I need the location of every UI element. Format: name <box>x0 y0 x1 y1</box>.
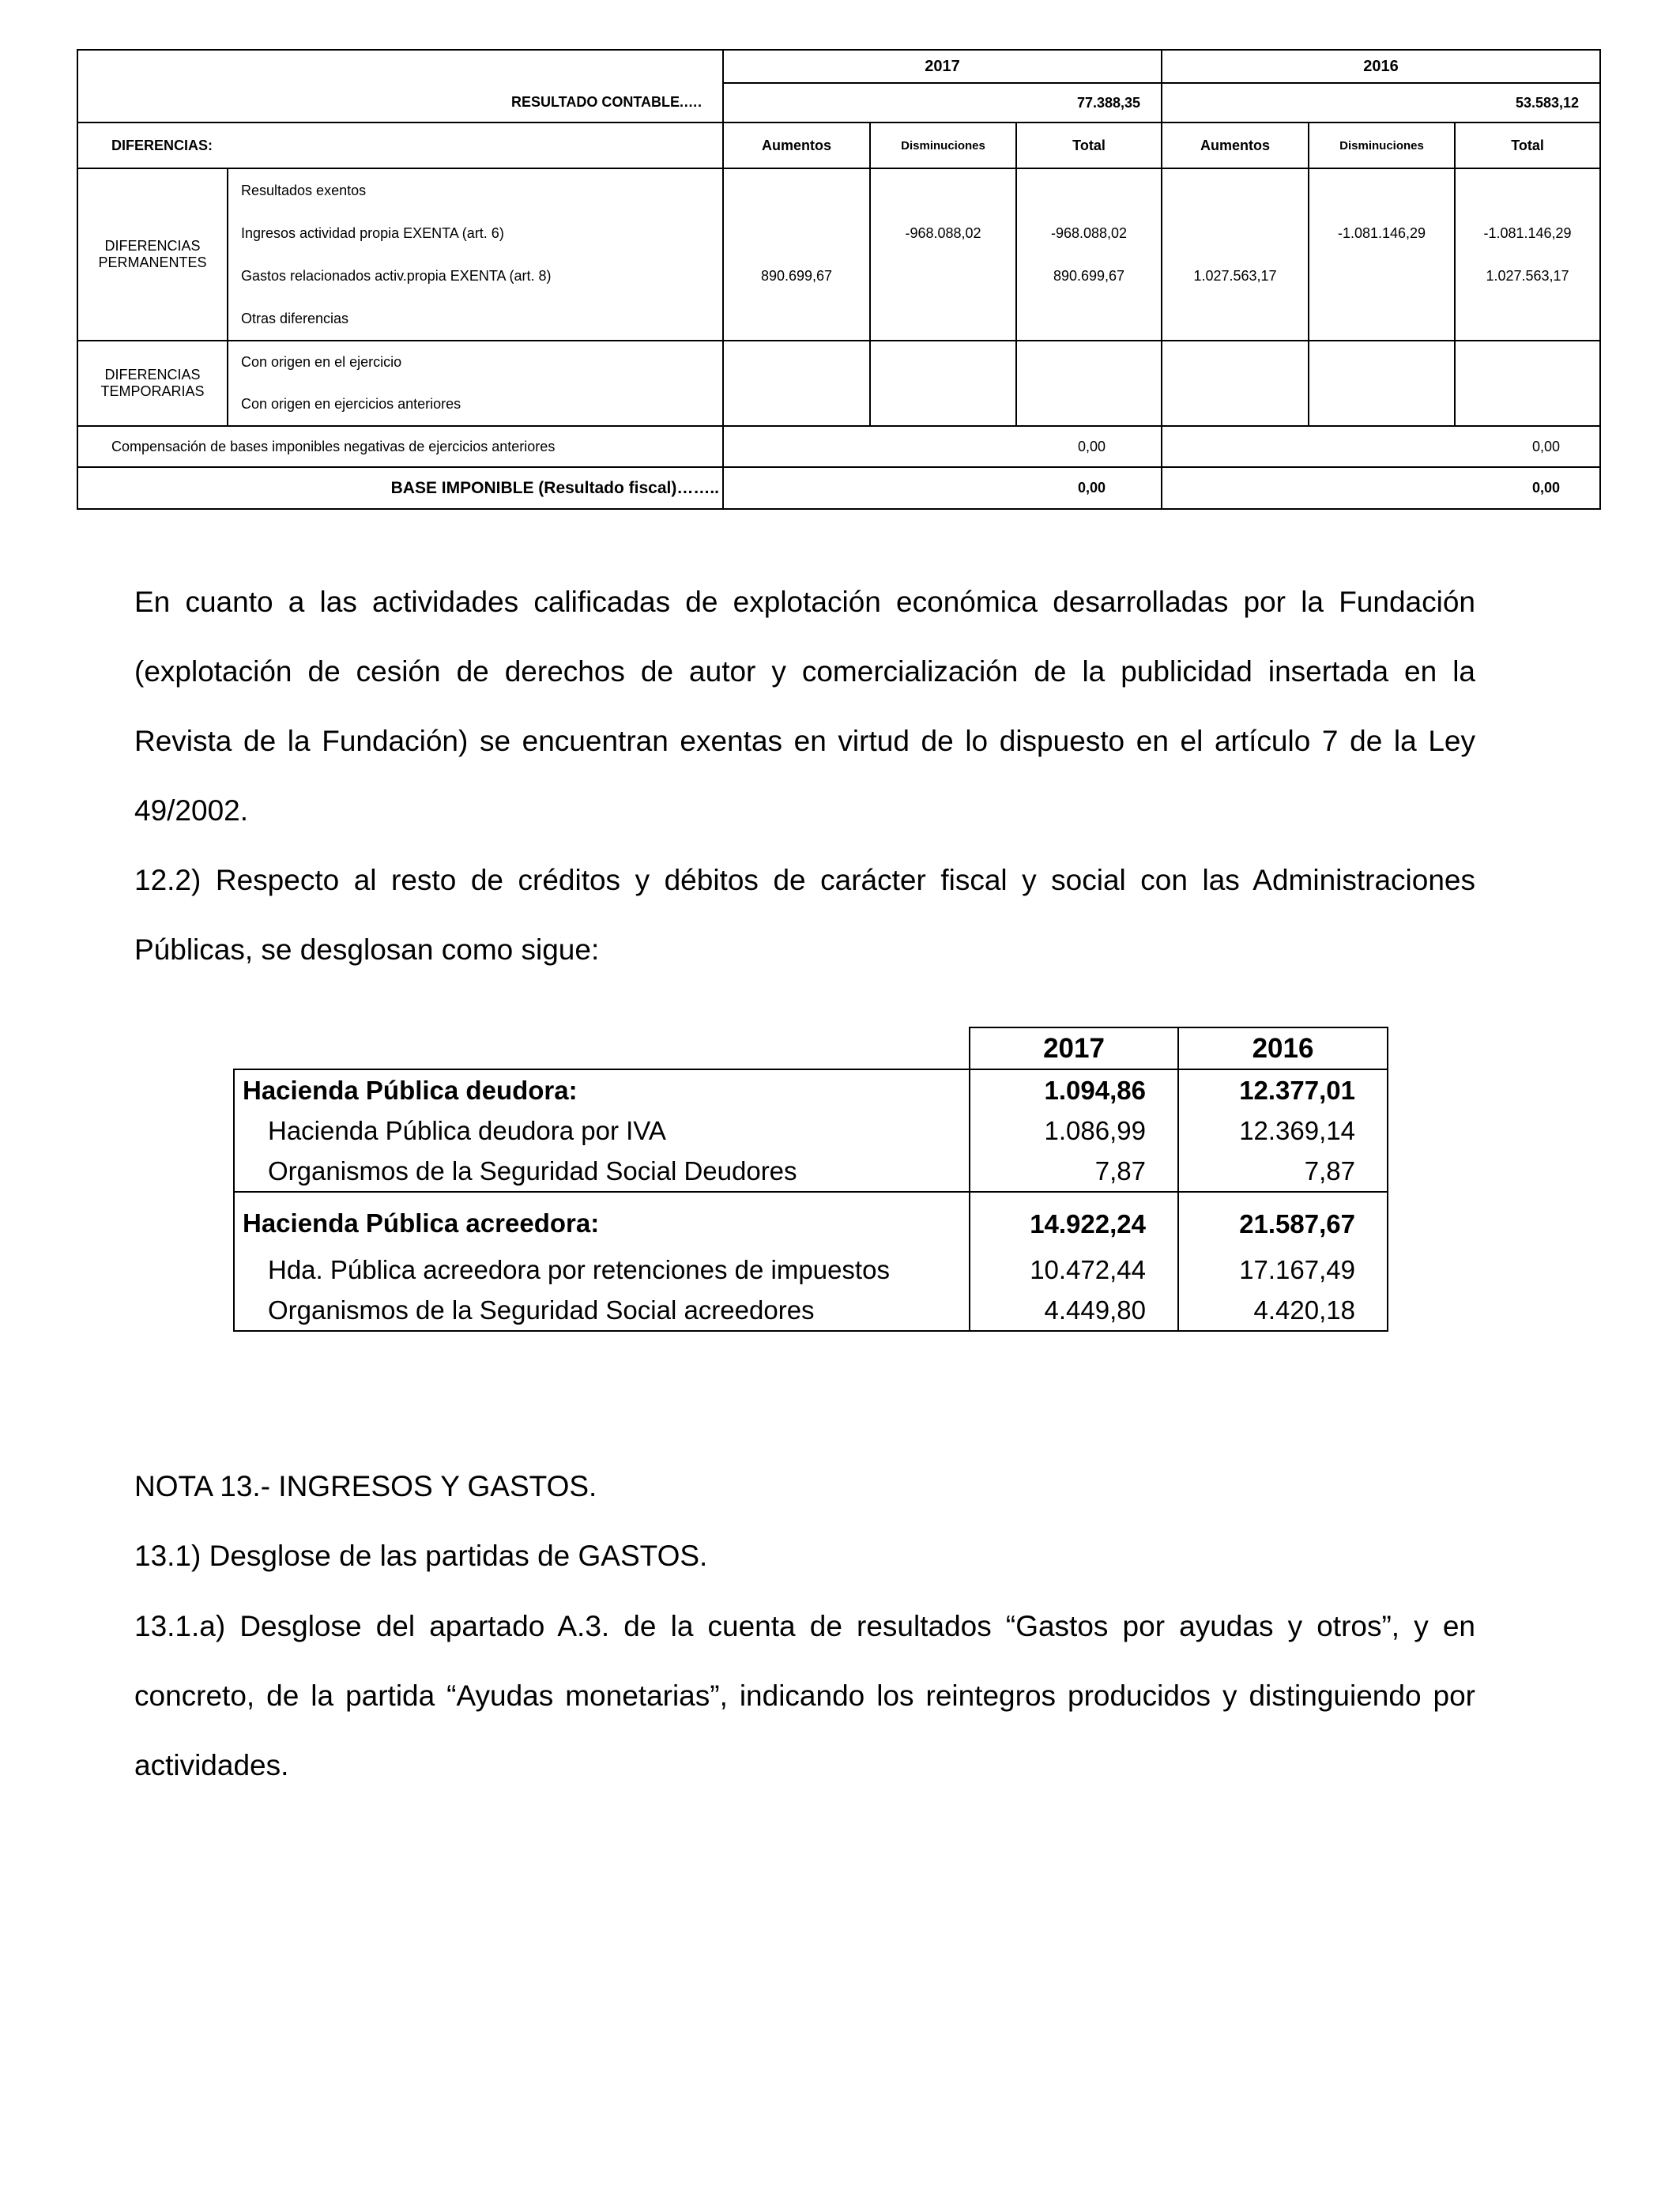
table-row-label: Organismos de la Seguridad Social acreedores <box>234 1290 970 1331</box>
empty-header-cell <box>234 1027 970 1069</box>
empty-cell <box>723 341 870 426</box>
permanentes-item: Resultados exentos <box>241 183 367 198</box>
resultado-2017: 77.388,35 <box>723 83 1162 123</box>
year-2016-header: 2016 <box>1178 1027 1388 1069</box>
total-2016-values <box>1455 168 1600 341</box>
compensacion-2016: 0,00 <box>1162 426 1600 467</box>
permanentes-items <box>228 168 723 341</box>
empty-cell <box>1162 341 1309 426</box>
empty-cell <box>1016 341 1162 426</box>
deudora-2017: 1.094,86 <box>970 1069 1178 1110</box>
gastos-aumentos-2016: 1.027.563,17 <box>1193 268 1277 284</box>
paragraph-line: actividades. <box>134 1749 289 1781</box>
paragraph-line: 49/2002. <box>134 794 249 827</box>
table-row-2017: 4.449,80 <box>970 1290 1178 1331</box>
resultado-contable-label: RESULTADO CONTABLE.…. <box>77 50 723 123</box>
empty-cell <box>1309 341 1455 426</box>
gastos-total-2016: 1.027.563,17 <box>1486 268 1569 284</box>
permanentes-item: Ingresos actividad propia EXENTA (art. 6) <box>241 225 504 241</box>
year-2017-header: 2017 <box>723 50 1162 83</box>
disminuciones-header-2017: Disminuciones <box>870 123 1016 168</box>
permanentes-item: Otras diferencias <box>241 311 349 326</box>
paragraph-line: concreto, de la partida “Ayudas monetarias”, indicando los reintegros producidos y distinguiendo por <box>134 1679 1475 1712</box>
year-2016-header: 2016 <box>1162 50 1600 83</box>
total-2017-values <box>1016 168 1162 341</box>
gastos-total-2017: 890.699,67 <box>1053 268 1125 284</box>
acreedora-2016: 21.587,67 <box>1178 1192 1388 1250</box>
section-13-1-title: 13.1) Desglose de las partidas de GASTOS. <box>134 1540 708 1572</box>
table-row-2017: 10.472,44 <box>970 1250 1178 1290</box>
year-2017-header: 2017 <box>970 1027 1178 1069</box>
ingresos-disminuciones-2016: -1.081.146,29 <box>1337 225 1426 241</box>
tax-base-table <box>77 49 1601 510</box>
base-imponible-2016: 0,00 <box>1162 467 1600 509</box>
paragraph-line: En cuanto a las actividades calificadas de explotación económica desarrolladas por la Fundación <box>134 586 1475 618</box>
paragraph-line: (explotación de cesión de derechos de autor y comercialización de la publicidad insertada en la <box>134 655 1475 688</box>
table-row-2016: 17.167,49 <box>1178 1250 1388 1290</box>
temporarias-items <box>228 341 723 426</box>
table-row-2016: 12.369,14 <box>1178 1110 1388 1151</box>
diferencias-label: DIFERENCIAS: <box>77 123 723 168</box>
administraciones-publicas-table <box>233 1027 1388 1332</box>
table-row-2017: 1.086,99 <box>970 1110 1178 1151</box>
table-row-label: Hda. Pública acreedora por retenciones de impuestos <box>234 1250 970 1290</box>
ingresos-total-2017: -968.088,02 <box>1050 225 1128 241</box>
total-header-2016: Total <box>1455 123 1600 168</box>
table-row-label: Hacienda Pública deudora por IVA <box>234 1110 970 1151</box>
total-header-2017: Total <box>1016 123 1162 168</box>
disminuciones-header-2016: Disminuciones <box>1309 123 1455 168</box>
gastos-aumentos-2017: 890.699,67 <box>760 268 833 284</box>
diferencias-permanentes-label: DIFERENCIAS PERMANENTES <box>77 168 228 341</box>
resultado-2016: 53.583,12 <box>1162 83 1600 123</box>
aumentos-2016-values <box>1162 168 1309 341</box>
paragraph-13-1-a <box>134 1592 1475 1800</box>
table-row-2017: 7,87 <box>970 1151 1178 1192</box>
empty-cell <box>1455 341 1600 426</box>
disminuciones-2016-values <box>1309 168 1455 341</box>
compensacion-label: Compensación de bases imponibles negativas de ejercicios anteriores <box>77 426 723 467</box>
table-row-2016: 7,87 <box>1178 1151 1388 1192</box>
temporarias-item: Con origen en ejercicios anteriores <box>241 396 461 412</box>
acreedora-group-label: Hacienda Pública acreedora: <box>234 1192 970 1250</box>
nota-13-title: NOTA 13.- INGRESOS Y GASTOS. <box>134 1470 597 1502</box>
ingresos-disminuciones-2017: -968.088,02 <box>905 225 981 241</box>
diferencias-temporarias-label: DIFERENCIAS TEMPORARIAS <box>77 341 228 426</box>
deudora-2016: 12.377,01 <box>1178 1069 1388 1110</box>
table-row-2016: 4.420,18 <box>1178 1290 1388 1331</box>
paragraph-line: 12.2) Respecto al resto de créditos y débitos de carácter fiscal y social con las Administraciones <box>134 864 1475 896</box>
aumentos-header-2016: Aumentos <box>1162 123 1309 168</box>
table-row-label: Organismos de la Seguridad Social Deudores <box>234 1151 970 1192</box>
paragraph-line: Revista de la Fundación) se encuentran exentas en virtud de lo dispuesto en el artículo 7 de la Ley <box>134 725 1475 757</box>
base-imponible-2017: 0,00 <box>723 467 1162 509</box>
disminuciones-2017-values <box>870 168 1016 341</box>
ingresos-total-2016: -1.081.146,29 <box>1483 225 1572 241</box>
acreedora-2017: 14.922,24 <box>970 1192 1178 1250</box>
empty-cell <box>870 341 1016 426</box>
paragraph-line: 13.1.a) Desglose del apartado A.3. de la cuenta de resultados “Gastos por ayudas y otros”, y en <box>134 1610 1475 1642</box>
aumentos-header-2017: Aumentos <box>723 123 870 168</box>
aumentos-2017-values <box>723 168 870 341</box>
temporarias-item: Con origen en el ejercicio <box>241 354 402 370</box>
permanentes-item: Gastos relacionados activ.propia EXENTA (art. 8) <box>241 268 552 284</box>
compensacion-2017: 0,00 <box>723 426 1162 467</box>
base-imponible-label: BASE IMPONIBLE (Resultado fiscal)…….. <box>77 467 723 509</box>
paragraph-exenciones <box>134 567 1475 985</box>
deudora-group-label: Hacienda Pública deudora: <box>234 1069 970 1110</box>
paragraph-line: Públicas, se desglosan como sigue: <box>134 933 600 966</box>
